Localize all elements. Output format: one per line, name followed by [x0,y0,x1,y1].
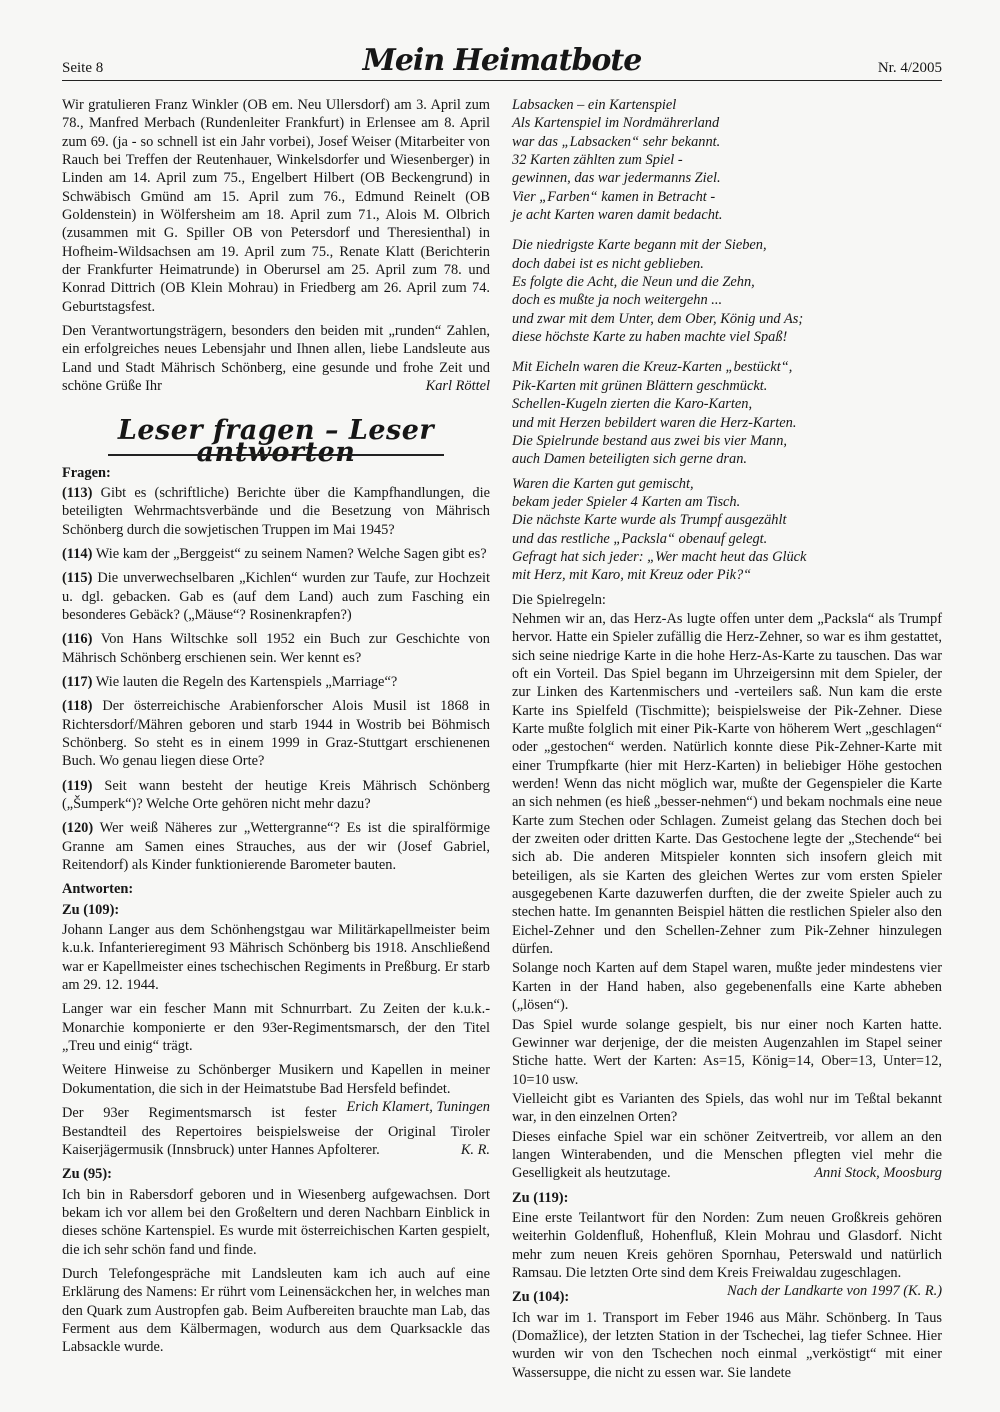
section-title [62,414,490,468]
poem-line: Die Spielrunde bestand aus zwei bis vier Mann, [512,432,787,449]
page-number: Seite 8 [62,60,104,76]
question-number: (116) [62,631,93,648]
poem-line: mit Herz, mit Karo, mit Kreuz oder Pik?“ [512,567,752,584]
question-number: (117) [62,673,93,690]
poem-line: Waren die Karten gut gemischt, [512,475,694,492]
answer-95-paragraph: Ich bin in Rabersdorf geboren und in Wiesenberg aufgewachsen. Dort bekam ich vor allem bei den Großeltern und deren Nachbarn Einblick in dieses schöne Kartenspiel. Es wurde mit österreichischen Karten gespielt, die ich sehr schön fand und finde. [62,1186,490,1258]
answer-119-signature: Nach der Landkarte von 1997 (K. R.) [726,1283,942,1300]
poem-line: gewinnen, das war jedermanns Ziel. [512,170,721,187]
rules-heading: Die Spielregeln: [512,591,606,608]
answer-109-paragraph [62,1061,490,1116]
question-text: Wie lauten die Regeln des Kartenspiels „Marriage“? [92,673,398,690]
poem-line: Es folgte die Acht, die Neun und die Zehn, [512,274,755,291]
question-number: (114) [62,545,93,562]
poem-line: diese höchste Karte zu haben machte viel Spaß! [512,329,788,346]
poem-line: und zwar mit dem Unter, dem Ober, König und As; [512,310,804,327]
question-number: (120) [62,820,94,837]
poem-line: Mit Eicheln waren die Kreuz-Karten „bestückt“, [512,359,793,376]
right-column [512,96,942,1388]
answer-119-text: Eine erste Teilantwort für den Norden: Zum neuen Großkreis gehören weiterhin Goldenfluß, Hohenfluß, Klein Mohrau und Glasdorf. Nicht mehr zum neuen Kreis gehören Spornhau, Peterswald und natürlich Ramsau. Die letzten Orte sind dem Kreis Freiwaldau zugeschlagen. [512,1209,942,1281]
issue-number: Nr. 4/2005 [877,60,942,76]
poem-stanza [512,96,942,224]
birthday-greetings: Wir gratulieren Franz Winkler (OB em. Neu Ullersdorf) am 3. April zum 78., Manfred Merbach (Rundenleiter Frankfurt) in Erlensee am 8. April zum 69. (ja - so schnell ist ein Jahr vorbei), Josef Weiser (Mitarbeiter von Rauch bei Treffen der Reutenhauer, Winkelsdorfer und Wiesenberger) in Linden am 14. April zum 75., Engelbert Hilbert (OB Beckengrund) in Schwäbisch Gmünd am 15. April zum 76., Edmund Reinelt (OB Goldenstein) in Wölfersheim am 18. April zum 71., Alois M. Olbrich (zusammen mit G. Spiller OB von Petersdorf und Theresienthal) in Hofheim-Wildsachsen am 19. April zum 75., Renate Klatt (Berichterin der Frankfurter Heimatrunde) in Oberursel am 25. April zum 78. und Konrad Dittrich (OB Klein Mohrau) in Friedberg am 26. April zum 74. Geburtstagsfest. [62,97,490,315]
poem-line: Die niedrigste Karte begann mit der Sieben, [512,237,767,254]
question-item [62,630,490,667]
left-column [62,96,490,1363]
poem-line: war das „Labsacken“ sehr bekannt. [512,133,721,150]
poem-line: Schellen-Kugeln zierten die Karo-Karten, [512,396,753,413]
answer-119-heading: Zu (119): [512,1189,569,1206]
rules-paragraph: Nehmen wir an, das Herz-As lugte offen unter dem „Packsla“ als Trumpf hervor. Hatte ein Spieler zufällig die Herz-Zehner, so war es ihm gestattet, sich seine niedrige Karte in die hohe Herz-As-Karte zu tauschen. Das war oft ein Vorteil. Das Spiel begann im Uhrzeigersinn mit dem Spieler, der zur Linken des Kartenmischers und -verteilers saß. Nun kam die erste Karte ins Spielfeld (Tischmitte); beispielsweise der Pik-Zehner. Diese Karte mußte folglich mit einer Pik-Karte von höherem Wert „geschlagen“ oder „gestochen“ werden. Natürlich konnte diese Pik-Zehner-Karte mit einer Trumpfkarte (hier mit Herz-Karten) in beliebiger Höhe gestochen werden! Wenn das nicht möglich war, mußte der Gegenspieler die Karte an sich nehmen (es hieß „besser-nehmen“) und bekam nochmals eine neue Karte zum Stechen oder Schlagen. Zumeist gelang das Stechen doch bei der zweiten oder dritten Karte. Das Gestochene legte der „Stechende“ bei sich ab. Die anderen Mitspieler konnten sich insofern gleich mit beteiligen, als sie Karten des gleichen Wertes zur vom ersten Spieler ausgegebenen Karte dazuwerfen durften, die der zweite Spieler auch zu stechen hatte. Im genannten Beispiel hätten die restlichen Spieler also den Eichel-Zehner und den Schellen-Zehner zum Pik-Zehner hinzulegen dürfen. [512,610,942,958]
answer-95-paragraph: Durch Telefongespräche mit Landsleuten kam ich auch auf eine Erklärung des Namens: Er rührt vom Leinensäckchen her, in welches man den Quark zum Austropfen gab. Beim Aufbereiten brauchte man Lab, das Ferment aus dem Kälbermagen, wodurch aus dem Quarksackle das Labsackle wurde. [62,1265,490,1356]
question-text: Wie kam der „Berggeist“ zu seinem Namen? Welche Sagen gibt es? [92,545,487,562]
answer-109-signature: Erich Klamert, Tuningen [346,1099,490,1116]
question-item [62,545,490,563]
poem-line: 32 Karten zählten zum Spiel - [512,152,683,169]
poem-line: Labsacken – ein Kartenspiel [512,97,677,113]
header-rule [62,80,942,81]
question-number: (119) [62,777,93,794]
poem-line: Als Kartenspiel im Nordmährerland [512,115,720,132]
poem-stanza [512,358,942,468]
rules-text: Dieses einfache Spiel war ein schöner Zeitvertreib, vor allem an den langen Winterabenden, und die Menschen pflegten viel mehr die Geselligkeit als heutzutage. [512,1128,942,1182]
rules-paragraph: Solange noch Karten auf dem Stapel waren, mußte jeder mindestens vier Karten in der Hand haben, also gegebenenfalls eine Karte abheben („lösen“). [512,960,942,1014]
rules-paragraph [512,1128,942,1183]
poem-line: und mit Herzen bebildert waren die Herz-Karten. [512,414,797,431]
question-text: Seit wann besteht der heutige Kreis Mährisch Schönberg („Šumperk“)? Welche Orte gehören nicht mehr dazu? [62,777,490,812]
answer-109-signature: K. R. [460,1141,490,1158]
closing-signature: Karl Röttel [425,378,490,395]
question-text: Die unverwechselbaren „Kichlen“ wurden zur Taufe, zur Hochzeit u. dgl. gebacken. Gab es (auf dem Land) auch zum Fasching ein besonderes Gebäck? („Mäuse“? Rosinenkrapfen?) [62,570,490,623]
poem-stanza [512,236,942,346]
closing-paragraph [62,322,490,395]
page-header [62,44,942,84]
question-item [62,777,490,814]
section-title-text: Leser fragen – Leser antworten [117,414,435,468]
section-title-underline [108,454,444,456]
poem-line: Pik-Karten mit grünen Blättern geschmückt. [512,377,768,394]
question-item [62,484,490,539]
rules-signature: Anni Stock, Moosburg [814,1165,942,1182]
rules-paragraph: Das Spiel wurde solange gespielt, bis nur einer noch Karten hatte. Gewinner war derjenige, der die meisten Augenzahlen im Stapel seiner Stiche hatte. Wert der Karten: As=15, König=14, Ober=13, Unter=12, 10=10 usw. [512,1016,942,1088]
question-item [62,819,490,874]
question-item [62,697,490,770]
poem-line: doch dabei ist es nicht geblieben. [512,255,704,272]
answer-109-text: Der 93er Regimentsmarsch ist fester Bestandteil des Repertoires beispielsweise der Original Tiroler Kaiserjägermusik (Innsbruck) unter Hannes Apfolterer. [62,1105,490,1158]
answers-heading: Antworten: [62,881,134,898]
poem-line: Vier „Farben“ kamen in Betracht - [512,188,716,205]
answer-109-heading: Zu (109): [62,901,120,918]
answer-109-text: Weitere Hinweise zu Schönberger Musikern und Kapellen in meiner Dokumentation, die sich in der Heimatstube Bad Hersfeld befindet. [62,1062,490,1097]
questions-list [62,484,490,875]
question-text: Gibt es (schriftliche) Berichte über die Kampfhandlungen, die beteiligten Wehrmachtsverbände und die Besetzung von Mährisch Schönberg durch die sowjetischen Truppen im Mai 1945? [62,484,490,538]
question-number: (113) [62,484,93,501]
question-number: (115) [62,570,93,587]
poem-line: und das restliche „Packsla“ obenauf gelegt. [512,530,768,547]
answer-104-heading: Zu (104): [512,1289,570,1306]
question-item [62,569,490,624]
question-text: Von Hans Wiltschke soll 1952 ein Buch zur Geschichte von Mährisch Schönberg erschienen sein. Wer kennt es? [62,631,490,666]
question-text: Der österreichische Arabienforscher Alois Musil ist 1868 in Richtersdorf/Mähren geboren und starb 1944 in Wostrib bei Böhmisch Schönberg. So steht es in einem 1999 in Graz-Stuttgart erschienenen Buch. Wo genau liegen diese Orte? [62,698,490,770]
poem-line: Gefragt hat sich jeder: „Wer macht heut das Glück [512,548,807,565]
masthead-title: Mein Heimatbote [362,43,642,78]
question-text: Wer weiß Näheres zur „Wettergranne“? Es ist die spiralförmige Granne am Samen eines Strauches, aus der wir (Josef Gabriel, Reitendorf) als Kinder funktionierende Barometer bauten. [62,820,490,874]
labsacken-poem [512,96,942,585]
question-item [62,673,490,691]
poem-stanza [512,475,942,585]
poem-line: je acht Karten waren damit bedacht. [512,207,723,224]
closing-text: Den Verantwortungsträgern, besonders den beiden mit „runden“ Zahlen, ein erfolgreiches neues Lebensjahr und Ihnen allen, liebe Landsleute aus Land und Stadt Mährisch Schönberg, eine gesunde und frohe Zeit und schöne Grüße Ihr [62,323,490,395]
rules-paragraph: Vielleicht gibt es Varianten des Spiels, das wohl nur im Teßtal bekannt war, in den einzelnen Orten? [512,1090,942,1126]
answer-104-paragraph: Ich war im 1. Transport im Feber 1946 aus Mähr. Schönberg. In Taus (Domažlice), der letzten Station in der Tschechei, lag tiefer Schnee. Hier wurden wir von den Tschechen noch einmal „verköstigt“ mit einer Wassersuppe, die nicht zu essen war. Sie landete [512,1309,942,1381]
poem-line: bekam jeder Spieler 4 Karten am Tisch. [512,493,741,510]
poem-line: Die nächste Karte wurde als Trumpf ausgezählt [512,512,787,529]
answer-109-paragraph: Johann Langer aus dem Schönhengstgau war Militärkapellmeister beim k.u.k. Infanterieregiment 93 Mährisch Schönberg bis 1918. Anschließend war er Kapellmeister eines tschechischen Regiments in Preßburg. Er starb am 29. 12. 1944. [62,922,490,994]
questions-heading: Fragen: [62,464,111,481]
answer-95-heading: Zu (95): [62,1166,112,1183]
poem-line: auch Damen beteiligten sich gerne dran. [512,451,747,468]
poem-line: doch es mußte ja noch weitergehn ... [512,292,723,309]
answer-109-paragraph: Langer war ein fescher Mann mit Schnurrbart. Zu Zeiten der k.u.k.-Monarchie komponierte er den 93er-Regimentsmarsch, der den Titel „Treu und einig“ trägt. [62,1001,490,1055]
question-number: (118) [62,698,93,715]
